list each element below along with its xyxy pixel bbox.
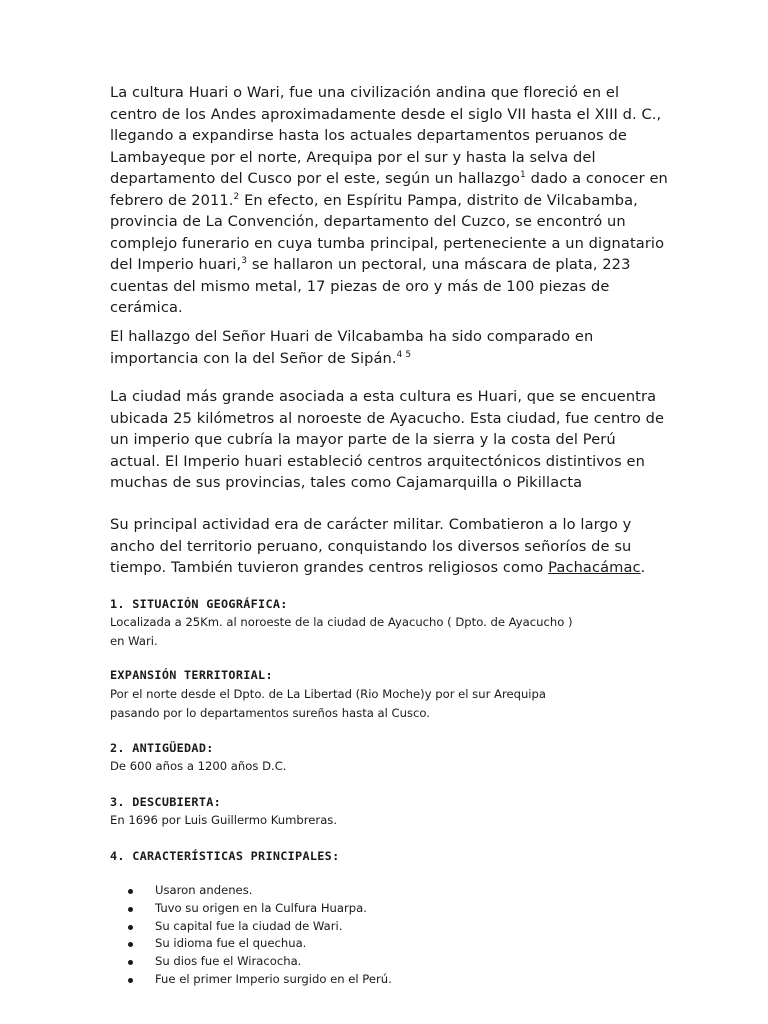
paragraph-ciudad: La ciudad más grande asociada a esta cultura es Huari, que se encuentra ubicada 25 kilómetros al noroeste de Ayacucho. Esta ciudad, fue centro de un imperio que cubría la mayor parte de la sierra y la costa del Perú actual. El Imperio huari estableció centros arquitectónicos distintivos en muchas de sus provincias, tales como Cajamarquilla o Pikillacta <box>110 388 665 491</box>
paragraph-hallazgo <box>110 326 670 369</box>
footnote-ref[interactable]: 4 5 <box>396 349 412 360</box>
paragraph-text: La cultura Huari o Wari, fue una civilización andina que floreció en el centro de los Andes aproximadamente desde el siglo VII hasta el XIII d. C., llegando a expandirse hasta los actuales departamentos peruanos de Lambayeque por el norte, Arequipa por el sur y hasta la selva del departamento del Cusco por el este, según un hallazgo <box>110 84 662 187</box>
text-descubierta: En 1696 por Luis Guillermo Kumbreras. <box>110 813 338 827</box>
heading-antiguedad: 2. ANTIGÜEDAD: <box>110 741 214 755</box>
paragraph-intro <box>110 82 670 319</box>
heading-descubierta: 3. DESCUBIERTA: <box>110 795 222 809</box>
list-item-text: Fue el primer Imperio surgido en el Perú. <box>155 971 392 986</box>
list-item <box>128 918 392 936</box>
list-item-text: Su idioma fue el quechua. <box>155 936 307 951</box>
paragraph-text: Su principal actividad era de carácter militar. Combatieron a lo largo y ancho del territorio peruano, conquistando los diversos señoríos de su tiempo. También tuvieron grandes centros religiosos como <box>110 516 632 576</box>
paragraph-text: El hallazgo del Señor Huari de Vilcabamba ha sido comparado en importancia con la del Señor de Sipán. <box>110 328 594 367</box>
pachacamac-link[interactable]: Pachacámac <box>548 559 641 576</box>
text-expansion: Por el norte desde el Dpto. de La Libertad (Rio Moche)y por el sur Arequipa pasando por lo departamentos sureños hasta al Cusco. <box>110 687 546 720</box>
bullet-icon <box>128 978 133 983</box>
footnote-ref[interactable]: 3 <box>241 256 248 266</box>
list-item <box>128 882 392 900</box>
paragraph-text: . <box>640 559 646 576</box>
list-item-text: Usaron andenes. <box>155 883 253 897</box>
paragraph-text: En efecto, en Espíritu Pampa, distrito de Vilcabamba, provincia de La Convención, departamento del Cuzco, se encontró un complejo funerario en cuya tumba principal, perteneciente a un dignatario del Imperio huari, <box>110 191 665 273</box>
paragraph-text: dado a conocer en febrero de 2011. <box>110 170 668 209</box>
bullet-icon <box>128 960 133 965</box>
heading-caracteristicas: 4. CARACTERÍSTICAS PRINCIPALES: <box>110 849 340 863</box>
footnote-ref[interactable]: 2 <box>233 191 240 202</box>
text-situacion: Localizada a 25Km. al noroeste de la ciudad de Ayacucho ( Dpto. de Ayacucho ) en Wari. <box>110 615 573 648</box>
bullet-icon <box>128 925 133 930</box>
list-item <box>128 971 392 989</box>
list-item <box>128 953 392 971</box>
list-item-text: Su capital fue la ciudad de Wari. <box>155 918 343 933</box>
list-item <box>128 900 392 918</box>
list-item <box>128 935 392 953</box>
heading-situacion: 1. SITUACIÓN GEOGRÁFICA: <box>110 597 288 611</box>
caracteristicas-list <box>128 882 392 989</box>
list-item-text: Su dios fue el Wiracocha. <box>155 954 302 969</box>
footnote-ref[interactable]: 1 <box>520 170 526 180</box>
heading-expansion: EXPANSIÓN TERRITORIAL: <box>110 668 273 682</box>
bullet-icon <box>128 889 133 894</box>
text-antiguedad: De 600 años a 1200 años D.C. <box>110 759 287 773</box>
bullet-icon <box>128 942 133 947</box>
paragraph-actividad <box>110 514 670 579</box>
paragraph-text: se hallaron un pectoral, una máscara de plata, 223 cuentas del mismo metal, 17 piezas de oro y más de 100 piezas de cerámica. <box>110 256 631 316</box>
list-item-text: Tuvo su origen en la Culfura Huarpa. <box>155 900 367 915</box>
bullet-icon <box>128 907 133 912</box>
